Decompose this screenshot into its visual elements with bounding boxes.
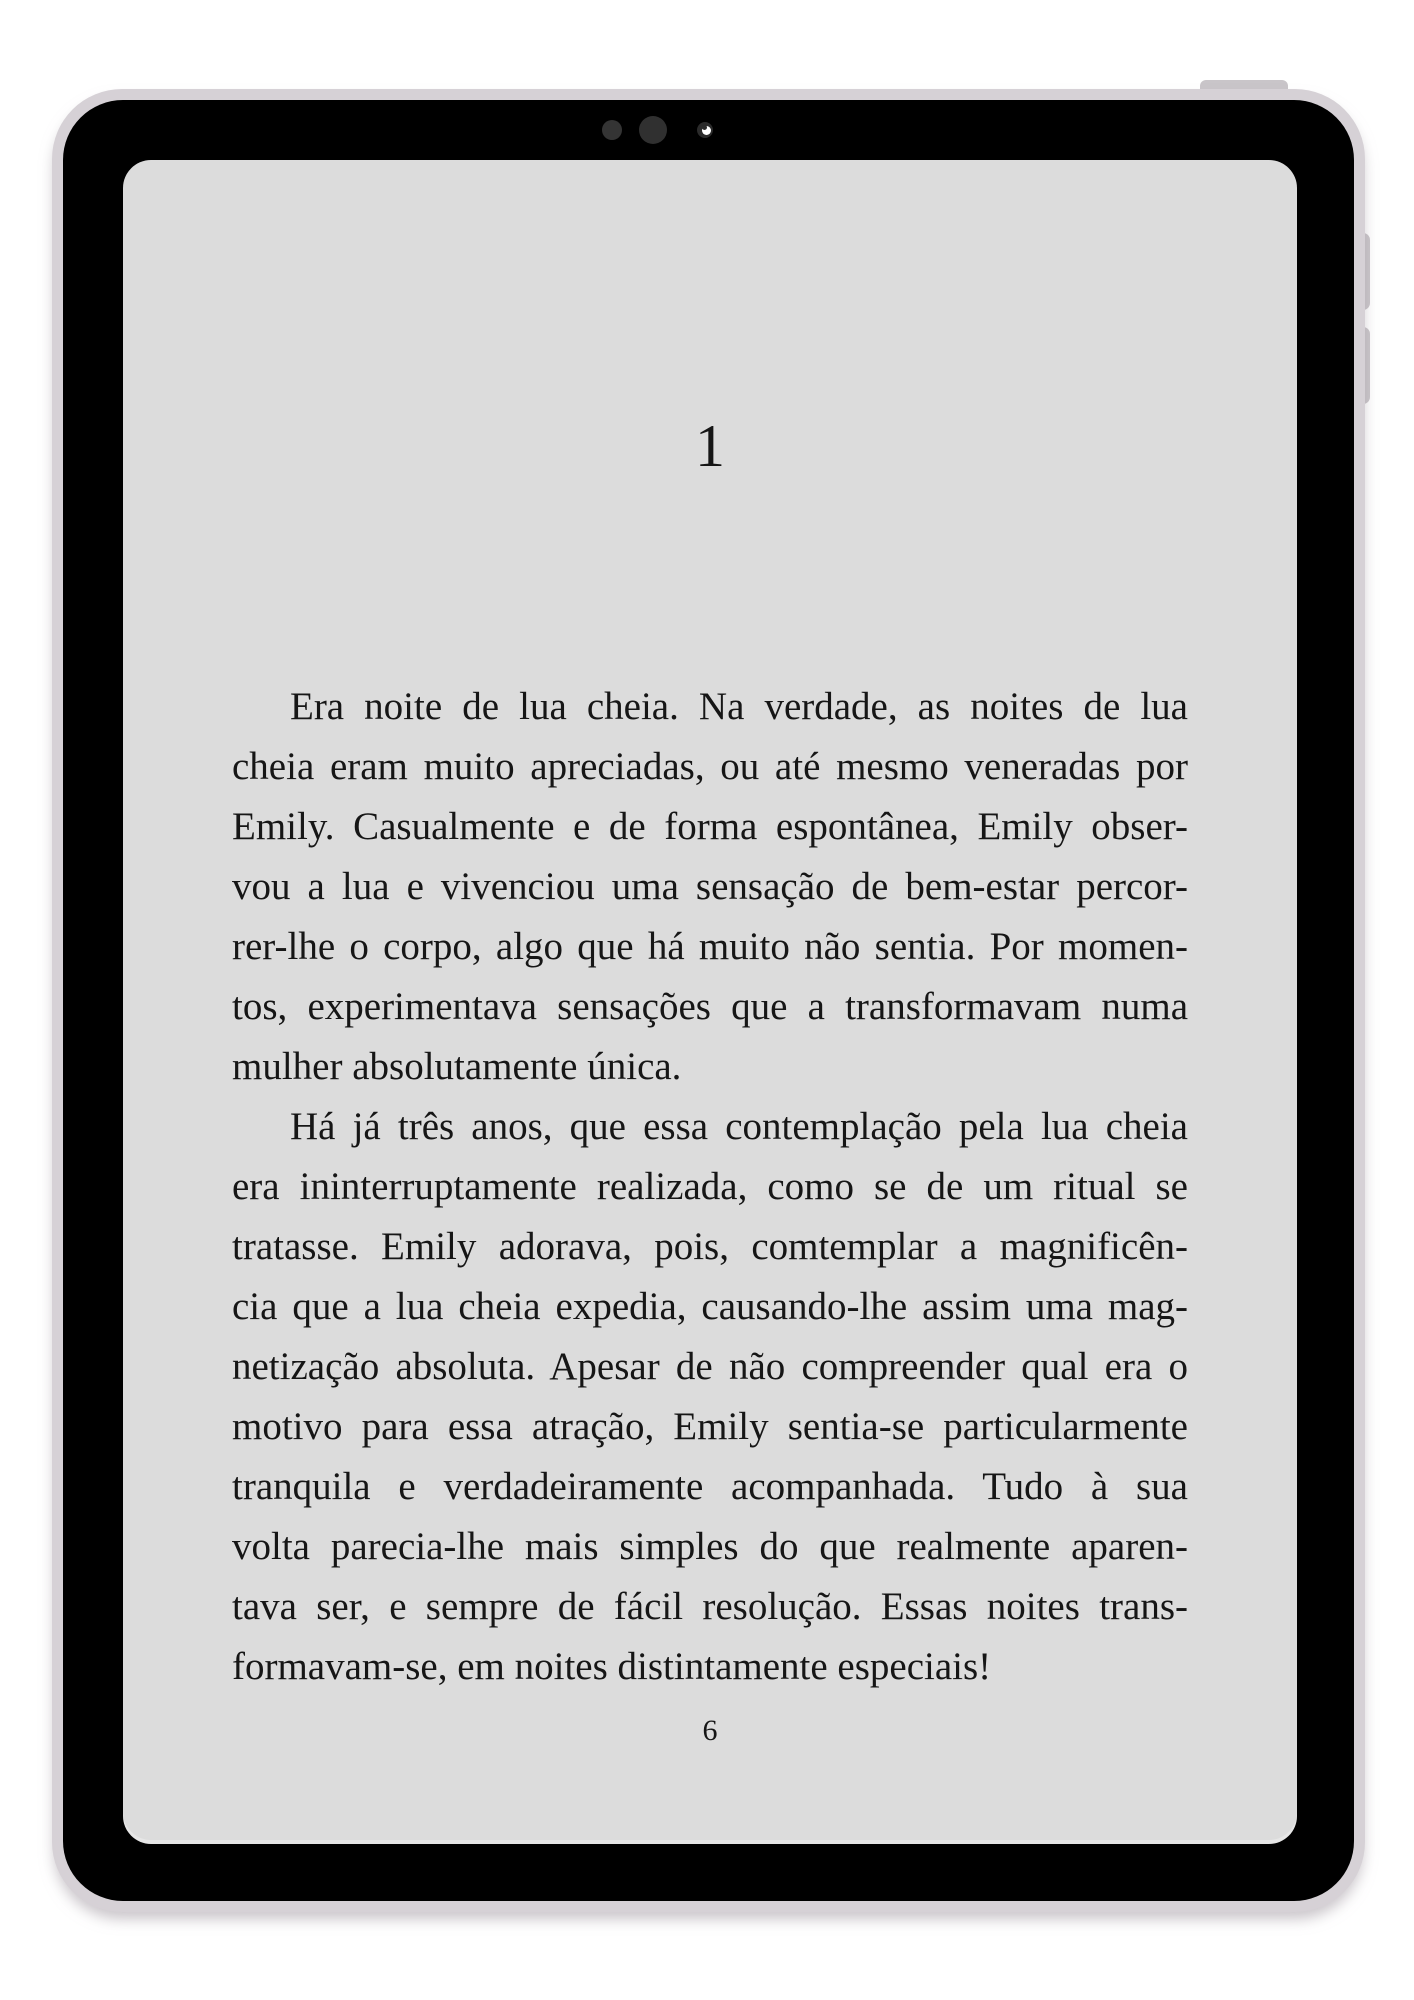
tablet-frame	[52, 89, 1365, 1912]
text-line: formavam-se, em noites distintamente especiais!	[232, 1645, 992, 1688]
text-line: motivo para essa atração, Emily sentia-se particularmente	[232, 1405, 1188, 1448]
text-line: volta parecia-lhe mais simples do que realmente aparen-	[232, 1525, 1188, 1568]
text-line: rer-lhe o corpo, algo que há muito não sentia. Por momen-	[232, 925, 1188, 968]
text-line: cia que a lua cheia expedia, causando-lhe assim uma mag-	[232, 1285, 1188, 1328]
page-text	[123, 677, 1297, 1697]
page-number: 6	[702, 1714, 718, 1747]
text-line: Emily. Casualmente e de forma espontânea, Emily obser-	[232, 805, 1188, 848]
front-camera-icon	[697, 122, 713, 138]
text-line: tos, experimentava sensações que a transformavam numa	[232, 985, 1188, 1028]
text-line: netização absoluta. Apesar de não compreender qual era o	[232, 1345, 1188, 1388]
text-line: vou a lua e vivenciou uma sensação de bem-estar percor-	[232, 865, 1188, 908]
camera-cluster	[63, 100, 1354, 160]
chapter-number: 1	[695, 413, 725, 479]
text-line: Há já três anos, que essa contemplação pela lua cheia	[290, 1105, 1188, 1148]
text-line: tranquila e verdadeiramente acompanhada. Tudo à sua	[232, 1465, 1188, 1508]
ebook-page[interactable]	[123, 160, 1297, 1840]
sensor-dot-small-icon	[602, 120, 622, 140]
text-line: tratasse. Emily adorava, pois, comtemplar a magnificên-	[232, 1225, 1188, 1268]
tablet-bezel	[63, 100, 1354, 1901]
text-line: Era noite de lua cheia. Na verdade, as noites de lua	[290, 685, 1188, 728]
camera-pupil	[702, 125, 707, 130]
text-line: mulher absolutamente única.	[232, 1045, 682, 1088]
sensor-dot-large-icon	[639, 116, 667, 144]
text-line: era ininterruptamente realizada, como se de um ritual se	[232, 1165, 1188, 1208]
text-line: cheia eram muito apreciadas, ou até mesmo veneradas por	[232, 745, 1188, 788]
text-line: tava ser, e sempre de fácil resolução. Essas noites trans-	[232, 1585, 1188, 1628]
